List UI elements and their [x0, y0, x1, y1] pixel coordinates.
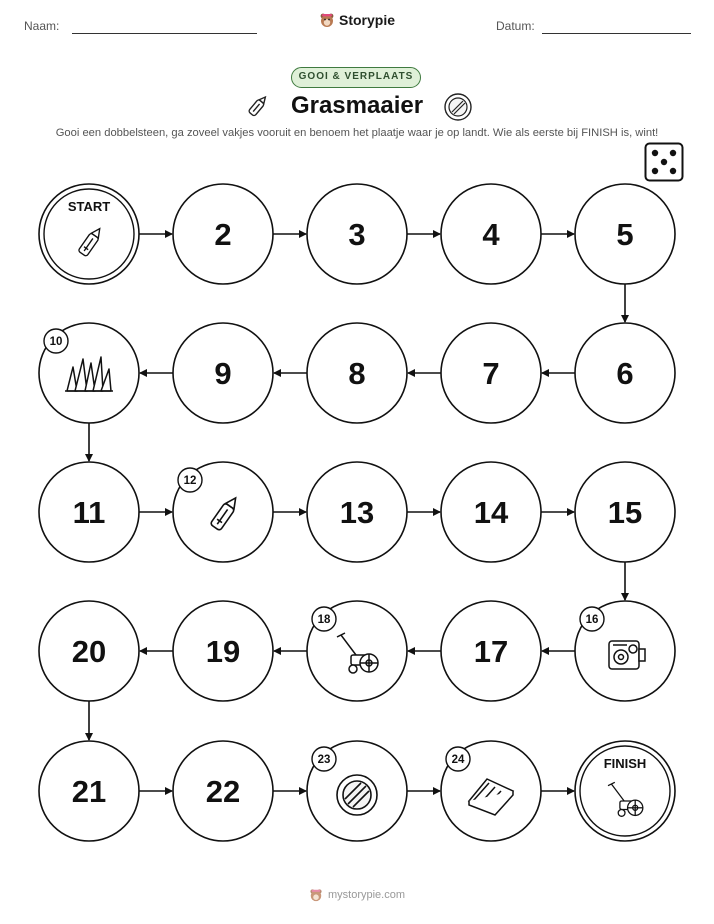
- space-number: 3: [348, 217, 366, 252]
- board-space[interactable]: [575, 323, 675, 423]
- space-number: 21: [71, 774, 107, 809]
- board-space[interactable]: [307, 601, 407, 701]
- space-badge-number: 12: [183, 475, 197, 487]
- blade-icon: [337, 775, 377, 815]
- space-number: 17: [473, 634, 509, 669]
- board-space[interactable]: [173, 601, 273, 701]
- space-number: 7: [482, 356, 500, 391]
- space-number: 4: [482, 217, 500, 252]
- storypie-logo-icon: [309, 888, 323, 902]
- space-badge-number: 23: [317, 754, 331, 766]
- space-number: 19: [205, 634, 241, 669]
- start-label: START: [67, 199, 111, 214]
- board-space[interactable]: [441, 462, 541, 562]
- board-space[interactable]: [307, 462, 407, 562]
- board-space[interactable]: [307, 184, 407, 284]
- space-number: 13: [339, 495, 375, 530]
- board-space[interactable]: [441, 323, 541, 423]
- start-space[interactable]: [39, 184, 139, 284]
- board-space[interactable]: [39, 462, 139, 562]
- board-space[interactable]: [441, 184, 541, 284]
- space-badge-number: 16: [585, 614, 599, 626]
- finish-space[interactable]: [575, 741, 675, 841]
- footer-url: mystorypie.com: [327, 889, 406, 901]
- finish-label: FINISH: [603, 756, 647, 771]
- board-space[interactable]: [173, 462, 273, 562]
- space-number: 14: [473, 495, 509, 530]
- space-number: 6: [616, 356, 634, 391]
- name-label: Naam:: [24, 19, 60, 33]
- board-space[interactable]: [441, 601, 541, 701]
- space-badge-number: 10: [49, 336, 63, 348]
- engine-icon: [609, 641, 645, 669]
- space-badge-number: 24: [451, 754, 465, 766]
- space-number: 8: [348, 356, 366, 391]
- board-space[interactable]: [307, 323, 407, 423]
- game-type-badge: GOOI & VERPLAATS: [291, 67, 421, 88]
- board-space[interactable]: [575, 601, 675, 701]
- space-number: 22: [205, 774, 241, 809]
- board-space[interactable]: [173, 323, 273, 423]
- date-label: Datum:: [496, 19, 535, 33]
- board-space[interactable]: [575, 462, 675, 562]
- brand-name: Storypie: [338, 12, 395, 28]
- instructions-text: Gooi een dobbelsteen, ga zoveel vakjes vooruit en benoem het plaatje waar je op landt. Wie als eerste bij FINISH is, wint!: [55, 127, 659, 139]
- board-space[interactable]: [575, 184, 675, 284]
- board-space[interactable]: [173, 184, 273, 284]
- board-space[interactable]: [39, 601, 139, 701]
- space-number: 2: [214, 217, 232, 252]
- board-space[interactable]: [39, 741, 139, 841]
- space-number: 9: [214, 356, 232, 391]
- footer: [0, 888, 714, 905]
- space-number: 15: [607, 495, 643, 530]
- space-number: 11: [72, 495, 106, 530]
- board-spaces: [39, 184, 675, 841]
- board-space[interactable]: [441, 741, 541, 841]
- board-space[interactable]: [39, 323, 139, 423]
- board-space[interactable]: [307, 741, 407, 841]
- page-title: Grasmaaier: [290, 92, 424, 119]
- space-number: 5: [616, 217, 634, 252]
- board-space[interactable]: [173, 741, 273, 841]
- space-number: 20: [71, 634, 107, 669]
- space-badge-number: 18: [317, 614, 331, 626]
